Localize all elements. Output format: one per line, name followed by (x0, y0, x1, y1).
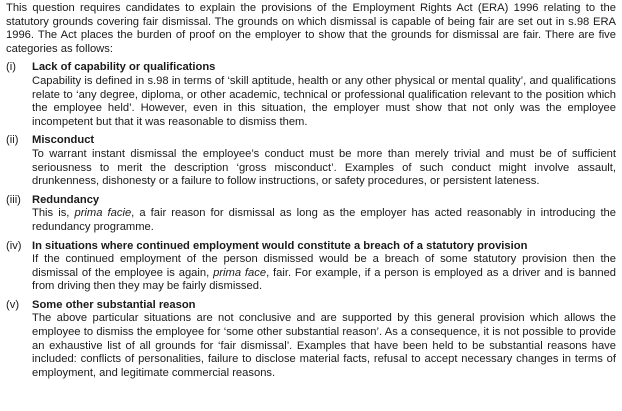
item-body-text: , a fair reason for dismissal as long as the employer has acted reasonably in introducing the redundancy programme. (32, 207, 616, 233)
list-item-redundancy (6, 194, 616, 235)
item-body (32, 207, 616, 234)
item-number: (iv) (6, 239, 22, 252)
item-number: (iii) (6, 193, 21, 206)
item-body-text: If the continued employment of the person dismissed would be a breach of some statutory provision then the dismissal of the employee is again, (32, 253, 616, 279)
item-heading: Misconduct (32, 134, 95, 147)
item-heading: Some other substantial reason (32, 298, 196, 311)
item-body-italic: prima facie (74, 207, 132, 220)
list-item-misconduct (6, 134, 616, 188)
item-body: The above particular situations are not conclusive and are supported by this general provision which allows the employee to dismiss the employee for ‘some other substantial reason’. As a consequence, it is not possible to provide an exhaustive list of all grounds for ‘fair dismissal’. Examples that have been held to be substantial reasons have included: conflicts of personalities, failure to disclose material facts, refusal to accept necessary changes in terms of employment, and legitimate commercial reasons. (32, 312, 616, 379)
intro-paragraph: This question requires candidates to explain the provisions of the Employment Rights Act (ERA) 1996 relating to the statutory grounds covering fair dismissal. The grounds on which dismissal is capable of being fair are set out in s.98 ERA 1996. The Act places the burden of proof on the employer to show that the grounds for dismissal are fair. There are five categories as follows: (6, 2, 616, 55)
item-heading: Redundancy (32, 193, 100, 206)
item-heading: Lack of capability or qualifications (32, 61, 216, 74)
item-body (32, 253, 616, 294)
item-body: To warrant instant dismissal the employee’s conduct must be more than merely trivial and must be of sufficient seriousness to merit the description ‘gross misconduct’. Examples of such conduct might involve assault, drunkenness, dishonesty or a failure to follow instructions, or safety procedures, or persistent lateness. (32, 147, 616, 188)
list-item-other-reason (6, 299, 616, 381)
item-number: (v) (6, 298, 20, 311)
list-item-statutory-breach (6, 240, 616, 294)
list-item-capability (6, 61, 616, 129)
item-number: (i) (6, 61, 16, 74)
item-body-italic: prima face (213, 266, 267, 279)
item-body-text: , fair. For example, if a person is employed as a driver and is banned from driving then they may be fairly dismissed. (32, 266, 617, 293)
document-page (6, 2, 616, 385)
item-body-text: This is, (32, 207, 75, 220)
item-number: (ii) (6, 134, 19, 147)
item-body: Capability is defined in s.98 in terms of ‘skill aptitude, health or any other physical or mental quality’, and qualifications relate to ‘any degree, diploma, or other academic, technical or professional qualification relevant to the position which the employee held’. However, even in this situation, the employer must show that not only was the employee incompetent but that it was reasonable to dismiss them. (32, 74, 616, 128)
item-heading: In situations where continued employment would constitute a breach of a statutory provision (32, 239, 528, 252)
